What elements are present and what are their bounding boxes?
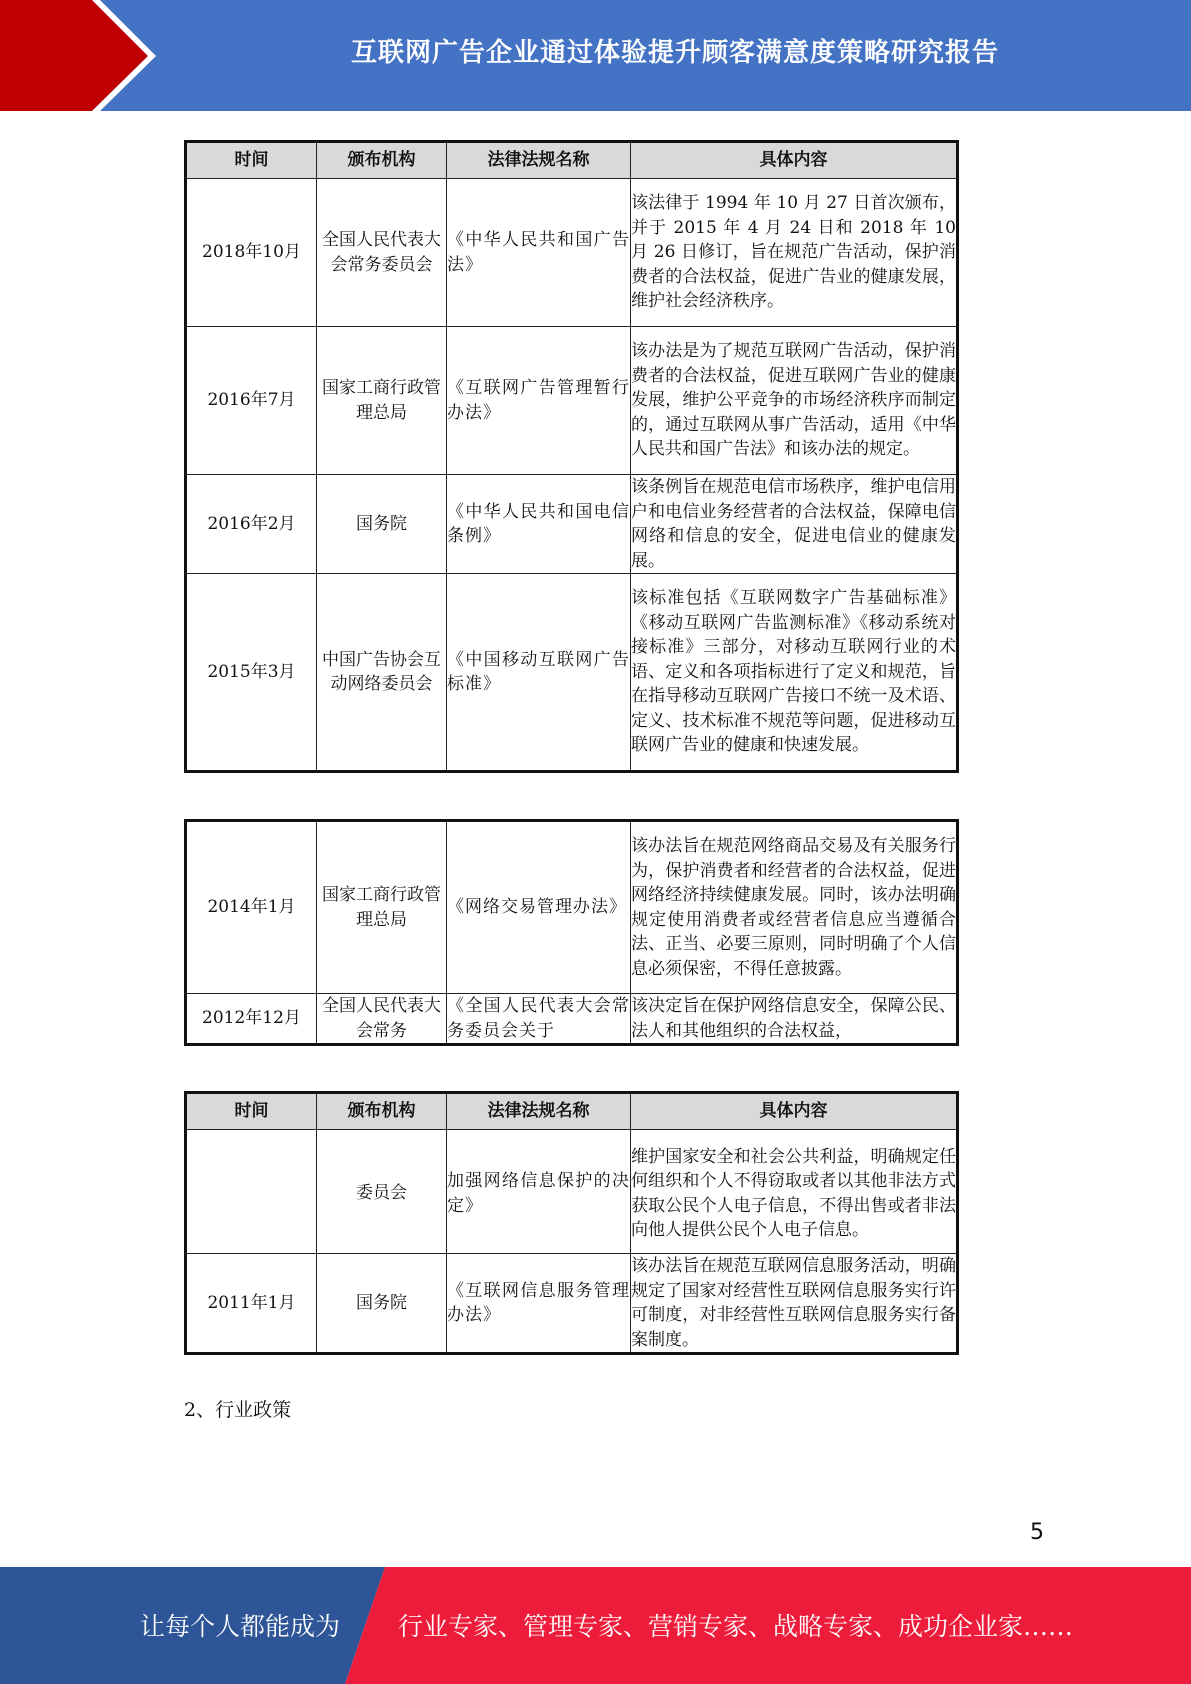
footer-slogan-left: 让每个人都能成为 (140, 1612, 341, 1641)
cell-law-name: 《互联网广告管理暂行办法》 (447, 327, 631, 475)
report-title: 互联网广告企业通过体验提升顾客满意度策略研究报告 (350, 37, 999, 68)
cell-content: 维护国家安全和社会公共利益，明确规定任何组织和个人不得窃取或者以其他非法方式获取公民个人电子信息，不得出售或者非法向他人提供公民个人电子信息。 (631, 1130, 958, 1254)
header-content: 具体内容 (631, 1093, 958, 1130)
header-org: 颁布机构 (317, 1093, 447, 1130)
table-header-row (186, 142, 958, 179)
cell-content: 该标准包括《互联网数字广告基础标准》《移动互联网广告监测标准》《移动系统对接标准》三部分，对移动互联网行业的术语、定义和各项指标进行了定义和规范，旨在指导移动互联网广告接口不统一及术语、定义、技术标准不规范等问题，促进移动互联网广告业的健康和快速发展。 (631, 574, 958, 772)
header-law-name: 法律法规名称 (447, 142, 631, 179)
cell-time: 2012年12月 (186, 994, 317, 1045)
cell-content: 该法律于 1994 年 10 月 27 日首次颁布，并于 2015 年 4 月 24 日和 2018 年 10 月 26 日修订，旨在规范广告活动，保护消费者的合法权益，促进广告业的健康发展，维护社会经济秩序。 (631, 179, 958, 327)
cell-time: 2016年7月 (186, 327, 317, 475)
table-row (186, 475, 958, 574)
regulations-table-1 (184, 140, 959, 773)
cell-org: 国务院 (317, 1254, 447, 1354)
cell-org: 中国广告协会互动网络委员会 (317, 574, 447, 772)
header-time: 时间 (186, 1093, 317, 1130)
cell-law-name: 加强网络信息保护的决定》 (447, 1130, 631, 1254)
section-heading: 2、行业政策 (184, 1399, 292, 1421)
cell-org: 委员会 (317, 1130, 447, 1254)
header-band (0, 0, 1191, 111)
table-row (186, 994, 958, 1045)
cell-law-name: 《中华人民共和国电信条例》 (447, 475, 631, 574)
cell-content: 该办法旨在规范网络商品交易及有关服务行为，保护消费者和经营者的合法权益，促进网络经济持续健康发展。同时，该办法明确规定使用消费者或经营者信息应当遵循合法、正当、必要三原则，同时明确了个人信息必须保密，不得任意披露。 (631, 821, 958, 994)
cell-time: 2016年2月 (186, 475, 317, 574)
table-header-row (186, 1093, 958, 1130)
table-row (186, 327, 958, 475)
header-content: 具体内容 (631, 142, 958, 179)
table-row (186, 1130, 958, 1254)
cell-law-name: 《中国移动互联网广告标准》 (447, 574, 631, 772)
table-row (186, 821, 958, 994)
footer-slogan-right: 行业专家、管理专家、营销专家、战略专家、成功企业家…… (398, 1612, 1074, 1641)
cell-time: 2018年10月 (186, 179, 317, 327)
cell-content: 该办法是为了规范互联网广告活动，保护消费者的合法权益，促进互联网广告业的健康发展，维护公平竞争的市场经济秩序而制定的，通过互联网从事广告活动，适用《中华人民共和国广告法》和该办法的规定。 (631, 327, 958, 475)
table-row (186, 1254, 958, 1354)
table-row (186, 574, 958, 772)
cell-content: 该条例旨在规范电信市场秩序，维护电信用户和电信业务经营者的合法权益，保障电信网络和信息的安全，促进电信业的健康发展。 (631, 475, 958, 574)
cell-time: 2014年1月 (186, 821, 317, 994)
regulations-table-3 (184, 1091, 959, 1355)
header-time: 时间 (186, 142, 317, 179)
cell-org: 国家工商行政管理总局 (317, 327, 447, 475)
cell-org: 全国人民代表大会常务 (317, 994, 447, 1045)
cell-law-name: 《全国人民代表大会常务委员会关于 (447, 994, 631, 1045)
cell-time: 2011年1月 (186, 1254, 317, 1354)
page-number: 5 (1030, 1520, 1044, 1545)
header-law-name: 法律法规名称 (447, 1093, 631, 1130)
cell-law-name: 《中华人民共和国广告法》 (447, 179, 631, 327)
cell-law-name: 《网络交易管理办法》 (447, 821, 631, 994)
header-org: 颁布机构 (317, 142, 447, 179)
cell-content: 该决定旨在保护网络信息安全，保障公民、法人和其他组织的合法权益， (631, 994, 958, 1045)
cell-org: 全国人民代表大会常务委员会 (317, 179, 447, 327)
cell-time: 2015年3月 (186, 574, 317, 772)
cell-time (186, 1130, 317, 1254)
regulations-table-2 (184, 819, 959, 1046)
table-row (186, 179, 958, 327)
cell-org: 国家工商行政管理总局 (317, 821, 447, 994)
footer-band (0, 1567, 1191, 1684)
cell-org: 国务院 (317, 475, 447, 574)
cell-law-name: 《互联网信息服务管理办法》 (447, 1254, 631, 1354)
cell-content: 该办法旨在规范互联网信息服务活动，明确规定了国家对经营性互联网信息服务实行许可制度，对非经营性互联网信息服务实行备案制度。 (631, 1254, 958, 1354)
